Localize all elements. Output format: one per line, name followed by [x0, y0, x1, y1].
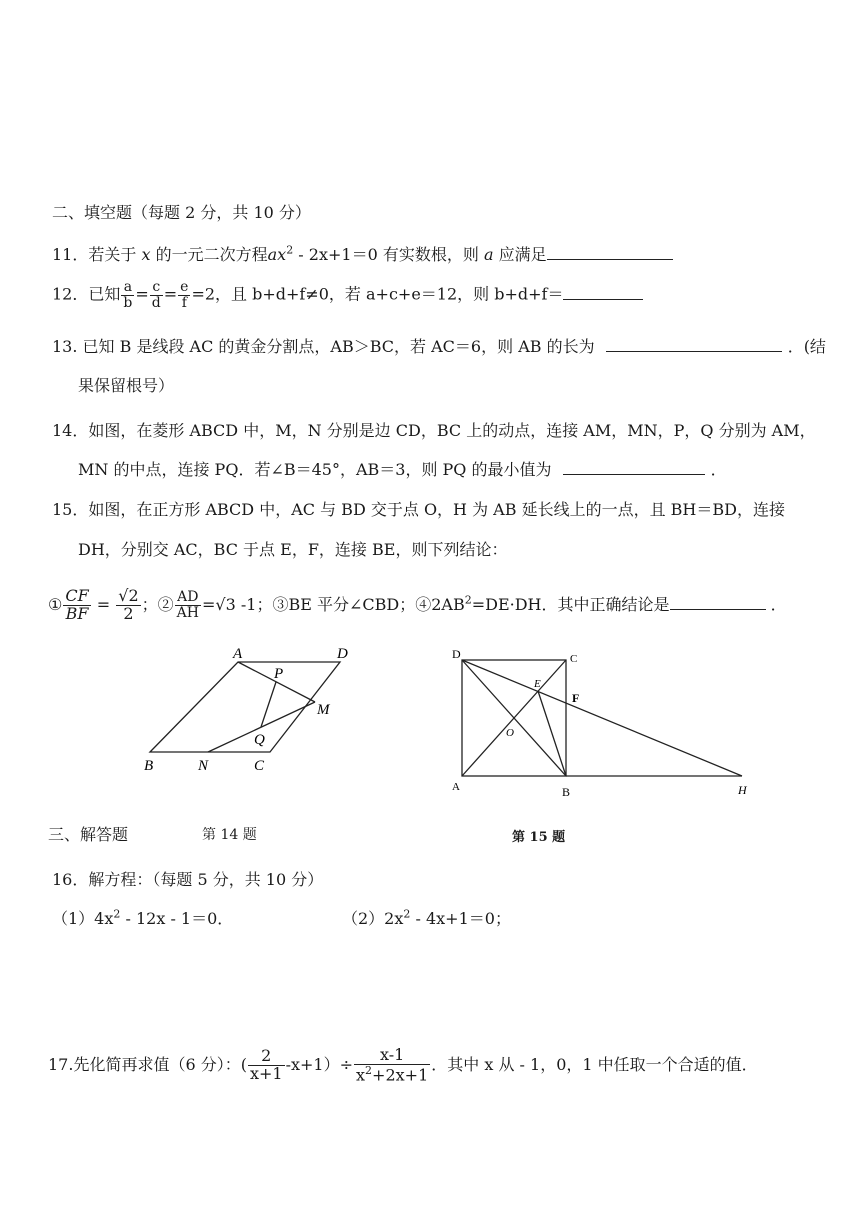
q12-fraction-a-b: $\frac{a}{b}$ — [123, 279, 133, 311]
fig15-label-h: H — [738, 783, 747, 797]
question-16-part2: $(2)2x^2 - 4x+1=0$； — [342, 907, 511, 928]
q12-text-post: =2，且 b+d+f≠0，若 a+c+e＝12，则 b+d+f＝ — [191, 284, 564, 304]
q11-var-x: x — [141, 245, 151, 264]
section-2-title: 二、填空题（每题 2 分，共 10 分） — [52, 203, 311, 222]
q11-number: 11． — [52, 245, 89, 264]
fig14-label-d: D — [337, 646, 348, 662]
fig14-label-q: Q — [254, 732, 265, 748]
question-15-line1: 15．如图，在正方形 ABCD 中，AC 与 BD 交于点 O，H 为 AB 延长线上的一点，且 BH＝BD，连接 — [52, 500, 785, 519]
q11-var-a: a — [267, 245, 278, 264]
q14-text: MN 的中点，连接 PQ．若∠B＝45°，AB＝3，则 PQ 的最小值为 — [78, 460, 552, 479]
question-14-line1: 14．如图，在菱形 ABCD 中，M，N 分别是边 CD，BC 上的动点，连接 AM，MN，P，Q 分别为 AM， — [52, 421, 816, 440]
figure-14-rhombus — [130, 640, 370, 780]
figure-14-caption: 第 14 题 — [202, 827, 257, 843]
fig14-label-n: N — [198, 758, 209, 774]
q15-fraction-root2-2: $\frac{√2}{2}$ — [118, 586, 139, 623]
segment-be — [538, 691, 566, 776]
question-14-line2: MN 的中点，连接 PQ．若∠B＝45°，AB＝3，则 PQ 的最小值为 ． — [78, 460, 727, 479]
segment-pq — [261, 682, 276, 727]
question-15-line2: DH，分别交 AC，BC 于点 E，F，连接 BE，则下列结论： — [78, 540, 508, 559]
fig15-label-a: A — [452, 781, 460, 793]
question-13 — [52, 334, 826, 357]
q13-text: 13. 已知 B 是线段 AC 的黄金分割点，AB＞BC，若 AC＝6，则 AB 的长为 — [52, 337, 595, 356]
q12-fraction-e-f: $\frac{e}{f}$ — [180, 279, 189, 311]
question-15-conclusions: ① $\frac{CF}{BF}$ = $\frac{√2}{2}$ ；② $\frac{AD}{AH}$ =√3 -1；③BE 平分∠CBD；$④2AB^2=DE\cdot DH$．其中正确结论是 ． — [48, 586, 787, 623]
q15-fraction-ad-ah: $\frac{AD}{AH}$ — [176, 589, 199, 621]
fig15-label-o: O — [506, 727, 514, 739]
q17-text: 17.先化简再求值（6 分）： — [48, 1054, 241, 1074]
question-16-title: 16．解方程：（每题 5 分，共 10 分） — [52, 870, 324, 889]
q12-text: 已知 — [88, 284, 121, 304]
q11-var-x2: x — [277, 245, 287, 264]
fig15-label-e: E — [534, 678, 541, 690]
question-12: 12．已知 $\frac{a}{b}$ = $\frac{c}{d}$ = $\frac{e}{f}$ =2，且 b+d+f≠0，若 a+c+e＝12，则 b+d+f＝ — [52, 280, 643, 310]
q11-answer-blank[interactable] — [547, 245, 673, 260]
question-17: 17.先化简再求值（6 分）：( $\frac{2}{x+1}$ -x+1）÷ $\frac{x-1}{x^2+2x+1}$ ．其中 x 从 - 1，0，1 中任取一个合适的值． — [48, 1045, 758, 1085]
figure-15-square — [440, 640, 760, 800]
q11-text-mid: 的一元二次方程 — [155, 245, 268, 264]
q15-fraction-cf-bf: $\frac{CF}{BF}$ — [65, 586, 89, 623]
segment-dh — [462, 660, 742, 776]
rhombus-abcd — [150, 662, 340, 752]
q13-line2: 果保留根号） — [78, 376, 175, 395]
fig14-label-m: M — [317, 702, 330, 718]
fig15-label-c: C — [570, 653, 578, 665]
q11-text-tail: 应满足 — [498, 245, 547, 264]
question-16-part1: $(1)4x^2 - 12x - 1=0$． — [52, 907, 234, 928]
section-3-title: 三、解答题 — [48, 825, 129, 844]
q17-fraction-2-x1: $\frac{2}{x+1}$ — [249, 1046, 283, 1083]
question-11 — [52, 242, 673, 265]
q13-answer-blank[interactable] — [606, 337, 782, 352]
fig15-label-f: F — [572, 691, 580, 705]
q12-number: 12． — [52, 284, 89, 304]
fig15-label-b: B — [562, 785, 571, 799]
q17-fraction-x1-square: $\frac{x-1}{x^2+2x+1}$ — [356, 1045, 429, 1085]
q11-var-a2: a — [483, 245, 494, 264]
fig14-label-a: A — [233, 646, 243, 662]
q13-text-tail: ．(结 — [787, 337, 826, 356]
fig14-label-p: P — [274, 666, 284, 682]
q15-answer-blank[interactable] — [670, 595, 766, 610]
q12-fraction-c-d: $\frac{c}{d}$ — [151, 279, 161, 311]
fig14-label-b: B — [144, 758, 154, 774]
fig14-label-c: C — [254, 758, 265, 774]
q14-answer-blank[interactable] — [563, 460, 705, 475]
q11-text-post: - 2x+1＝0 有实数根，则 — [298, 245, 479, 264]
q11-exponent: 2 — [286, 243, 294, 257]
q11-text: 若关于 — [88, 245, 137, 264]
fig15-label-d: D — [452, 647, 461, 661]
q12-answer-blank[interactable] — [563, 285, 643, 300]
figure-15-caption: 第 15 题 — [512, 830, 566, 845]
q17-text-post: ．其中 x 从 - 1，0，1 中任取一个合适的值． — [431, 1054, 758, 1074]
